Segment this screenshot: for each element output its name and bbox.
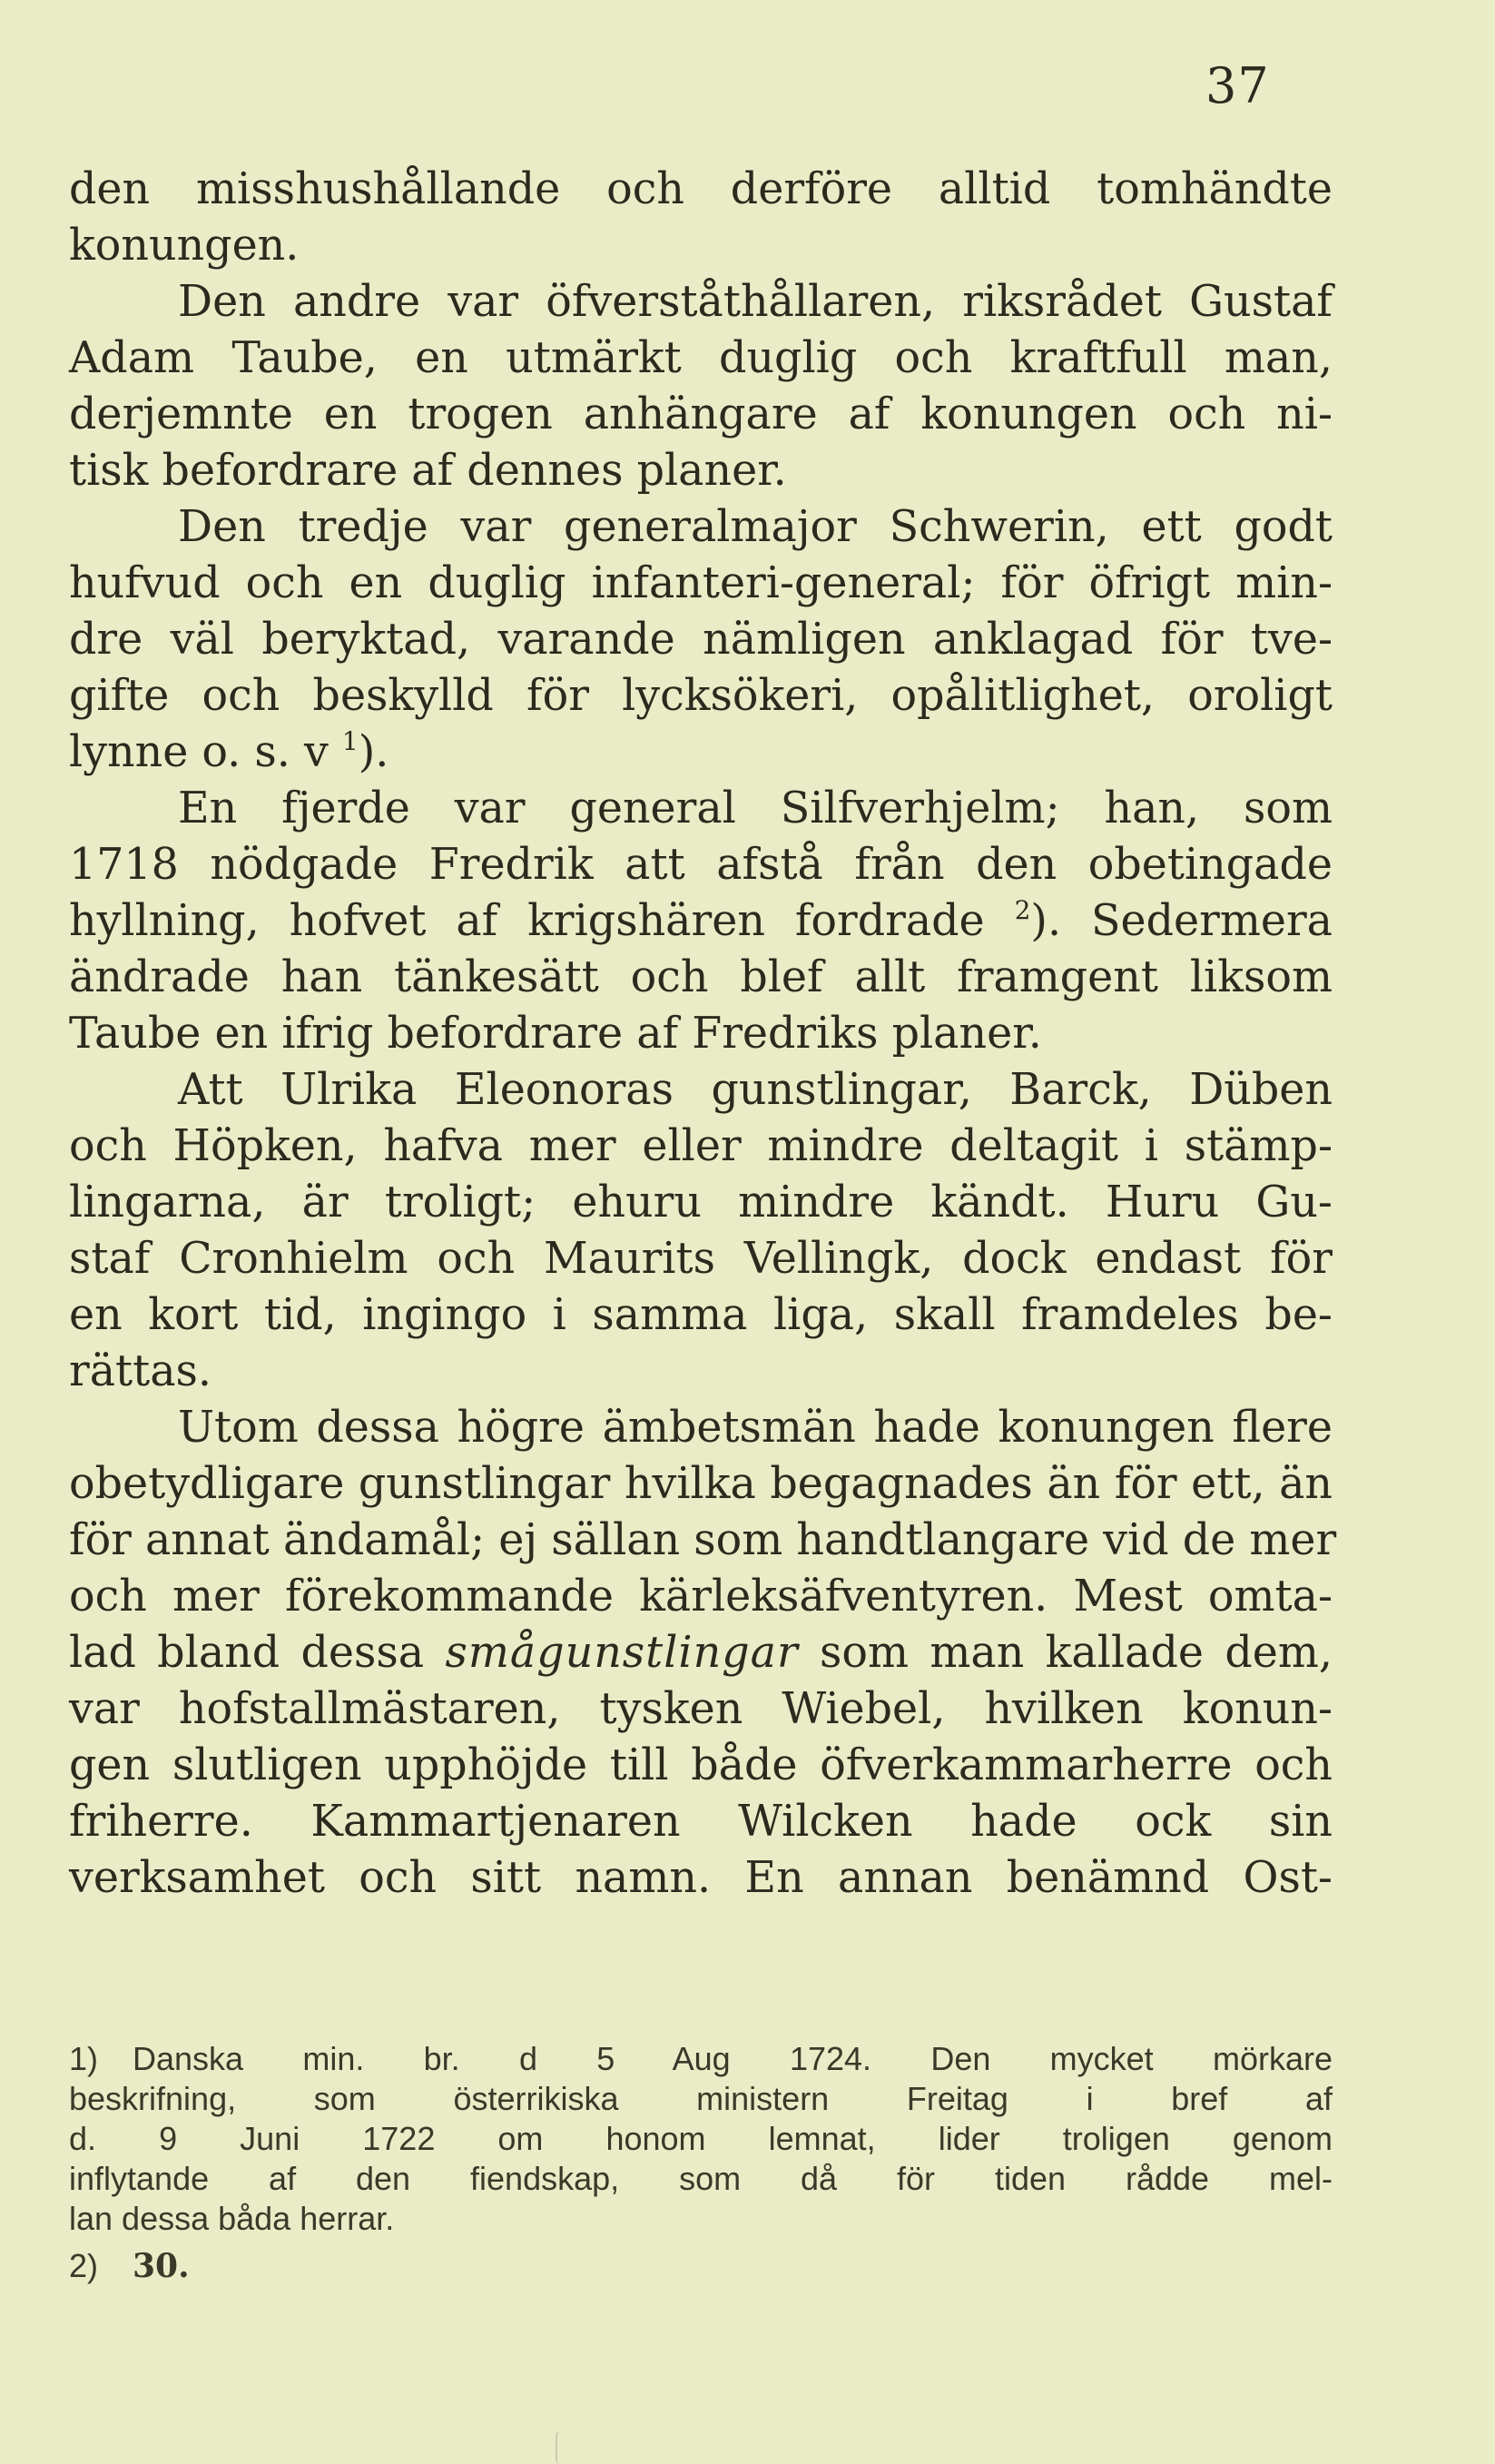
footnote-line: lan dessa båda herrar. — [69, 2200, 395, 2237]
text-line: Den tredje var generalmajor Schwerin, ett godt — [178, 502, 1333, 552]
text-fragment: ). Sedermera — [1030, 896, 1333, 946]
text-line: den misshushållande och derföre alltid tomhändte — [69, 164, 1333, 214]
footnote-mark: 2) — [69, 2247, 99, 2284]
text-line: Den andre var öfverståthållaren, riksrådet Gustaf — [178, 277, 1333, 327]
italic-term: smågunstlingar — [445, 1628, 799, 1678]
footnote-line: beskrifning, som österrikiska ministern Freitag i bref af — [69, 2080, 1333, 2117]
footnote-line: inflytande af den fiendskap, som då för tiden rådde mel- — [69, 2160, 1333, 2197]
text-line: verksamhet och sitt namn. En annan benämnd Ost- — [69, 1853, 1333, 1903]
text-line — [69, 893, 1333, 950]
text-line: friherre. Kammartjenaren Wilcken hade ock sin — [69, 1797, 1333, 1847]
text-line: en kort tid, ingingo i samma liga, skall framdeles be- — [69, 1290, 1333, 1340]
text-line: dre väl beryktad, varande nämligen anklagad för tve- — [69, 615, 1333, 665]
text-line: 1718 nödgade Fredrik att afstå från den obetingade — [69, 840, 1333, 890]
text-line: Utom dessa högre ämbetsmän hade konungen flere — [178, 1403, 1333, 1453]
text-line: Att Ulrika Eleonoras gunstlingar, Barck, Düben — [178, 1065, 1333, 1115]
footnotes — [69, 2039, 1333, 2286]
text-line — [69, 724, 1333, 781]
text-line: var hofstallmästaren, tysken Wiebel, hvilken konun- — [69, 1684, 1333, 1734]
text-line: gen slutligen upphöjde till både öfverkammarherre och — [69, 1740, 1333, 1790]
text-line: Adam Taube, en utmärkt duglig och kraftfull man, — [69, 333, 1333, 383]
text-line: derjemnte en trogen anhängare af konungen och ni- — [69, 389, 1333, 439]
text-line: konungen. — [69, 221, 300, 271]
page-number: 37 — [1205, 57, 1270, 114]
text-line: En fjerde var general Silfverhjelm; han, som — [178, 784, 1333, 833]
text-line: Taube en ifrig befordrare af Fredriks planer. — [69, 1009, 1042, 1059]
text-line: och mer förekommande kärleksäfventyren. Mest omta- — [69, 1572, 1333, 1621]
text-line: hufvud och en duglig infanteri-general; för öfrigt min- — [69, 558, 1333, 608]
main-text — [69, 162, 1337, 1907]
text-fragment: hyllning, hofvet af krigshären fordrade — [69, 896, 985, 946]
text-line: för annat ändamål; ej sällan som handtlangare vid de mer — [69, 1515, 1337, 1565]
footnote-reference[interactable]: 1 — [341, 726, 359, 756]
footnote-1 — [69, 2039, 1333, 2239]
footnote-line — [69, 2246, 1333, 2286]
text-line: lingarna, är troligt; ehuru mindre kändt. Huru Gu- — [69, 1178, 1333, 1227]
text-fragment: lynne o. s. v — [69, 727, 329, 777]
footnote-line: d. 9 Juni 1722 om honom lemnat, lider troligen genom — [69, 2120, 1333, 2157]
text-fragment: lad bland dessa — [69, 1628, 425, 1678]
text-line — [69, 1625, 1333, 1681]
footnote-2 — [69, 2246, 1333, 2286]
footnote-text: 30. — [133, 2247, 190, 2285]
footnote-text: Danska min. br. d 5 Aug 1724. Den mycket mörkare — [133, 2040, 1333, 2077]
text-line: rättas. — [69, 1346, 211, 1396]
text-line: ändrade han tänkesätt och blef allt framgent liksom — [69, 952, 1333, 1002]
text-line: och Höpken, hafva mer eller mindre deltagit i stämp- — [69, 1121, 1333, 1171]
text-line: tisk befordrare af dennes planer. — [69, 446, 787, 496]
text-line: staf Cronhielm och Maurits Vellingk, dock endast för — [69, 1234, 1333, 1284]
footnote-reference[interactable]: 2 — [1014, 895, 1031, 925]
text-line: gifte och beskylld för lycksökeri, opålitlighet, oroligt — [69, 671, 1333, 721]
text-fragment: ). — [358, 727, 389, 777]
scan-artifact — [556, 2431, 565, 2464]
footnote-line — [69, 2039, 1333, 2079]
text-line: obetydligare gunstlingar hvilka begagnades än för ett, än — [69, 1459, 1333, 1509]
text-fragment: som man kallade dem, — [820, 1628, 1333, 1678]
footnote-mark: 1) — [69, 2040, 99, 2077]
